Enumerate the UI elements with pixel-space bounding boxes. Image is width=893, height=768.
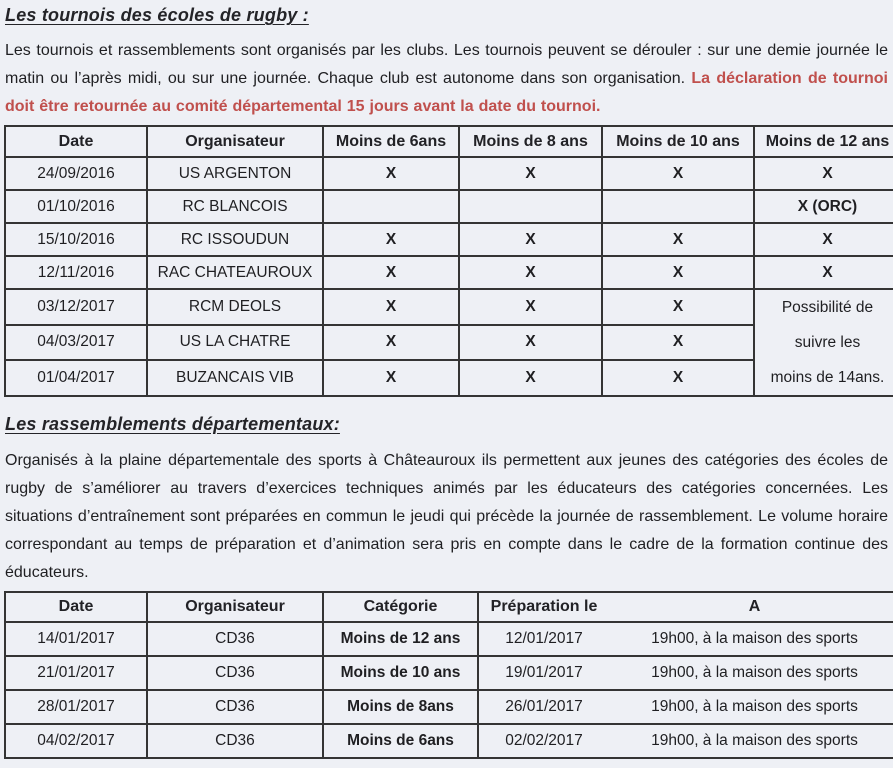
cell-preparation-date: 12/01/2017 [478,622,609,656]
note-line: moins de 14ans. [770,369,885,386]
note-line: Possibilité de [781,299,874,316]
cell-location: 19h00, à la maison des sports [609,724,893,758]
cell-mark-u12: X (ORC) [754,190,893,223]
cell-organizer: BUZANCAIS VIB [147,360,323,396]
cell-merged-note [754,289,893,396]
column-header-location: A [609,592,893,622]
cell-date: 12/11/2016 [5,256,147,289]
cell-category: Moins de 10 ans [323,656,478,690]
column-header-u6: Moins de 6ans [323,126,459,157]
column-header-u12: Moins de 12 ans [754,126,893,157]
cell-mark-u6: X [323,256,459,289]
cell-category: Moins de 6ans [323,724,478,758]
cell-mark-u6: X [323,289,459,325]
table-row [5,157,893,190]
cell-location: 19h00, à la maison des sports [609,690,893,724]
cell-date: 01/10/2016 [5,190,147,223]
cell-mark-u12: X [754,256,893,289]
table-row [5,289,893,325]
cell-category: Moins de 12 ans [323,622,478,656]
table-row [5,622,893,656]
cell-mark-u8: X [459,289,602,325]
note-line: suivre les [794,334,861,351]
column-header-date: Date [5,592,147,622]
cell-mark-u6: X [323,325,459,361]
cell-organizer: US LA CHATRE [147,325,323,361]
declaration-warning-text: La déclaration de tournoi doit être retournée au comité départemental 15 jours avant la date du tournoi. [5,70,888,115]
cell-date: 01/04/2017 [5,360,147,396]
cell-organizer: RC BLANCOIS [147,190,323,223]
section-heading-rassemblements: Les rassemblements départementaux: [5,414,340,434]
cell-mark-u12: X [754,223,893,256]
column-header-u10: Moins de 10 ans [602,126,754,157]
table-row [5,656,893,690]
cell-date: 24/09/2016 [5,157,147,190]
section-heading-tournois: Les tournois des écoles de rugby : [5,5,309,25]
rassemblements-table-body [5,622,893,758]
cell-organizer: RC ISSOUDUN [147,223,323,256]
table-row [5,190,893,223]
table-row [5,724,893,758]
cell-mark-u6: X [323,360,459,396]
cell-mark-u8: X [459,360,602,396]
tournaments-paragraph-text: Les tournois et rassemblements sont organisés par les clubs. Les tournois peuvent se dérouler : sur une demie journée le matin ou l’après midi, ou sur une journée. Chaque club est autonome dans son organisation. [5,42,888,87]
table-header-row [5,592,893,622]
cell-mark-u10: X [602,360,754,396]
table-header-row [5,126,893,157]
cell-mark-u6: X [323,223,459,256]
cell-location: 19h00, à la maison des sports [609,656,893,690]
cell-organizer: RAC CHATEAUROUX [147,256,323,289]
tournaments-table-header [5,126,893,157]
cell-date: 03/12/2017 [5,289,147,325]
cell-organizer: RCM DEOLS [147,289,323,325]
cell-mark-u10 [602,190,754,223]
column-header-organizer: Organisateur [147,592,323,622]
cell-mark-u8: X [459,256,602,289]
column-header-u8: Moins de 8 ans [459,126,602,157]
cell-mark-u10: X [602,289,754,325]
tournaments-paragraph [5,37,888,121]
rassemblements-table [4,591,893,759]
cell-preparation-date: 19/01/2017 [478,656,609,690]
cell-date: 28/01/2017 [5,690,147,724]
tournaments-table [4,125,893,397]
column-header-preparation: Préparation le [478,592,609,622]
cell-date: 14/01/2017 [5,622,147,656]
cell-date: 04/03/2017 [5,325,147,361]
column-header-organizer: Organisateur [147,126,323,157]
cell-organizer: US ARGENTON [147,157,323,190]
cell-mark-u8: X [459,223,602,256]
rassemblements-table-header [5,592,893,622]
cell-mark-u6: X [323,157,459,190]
cell-date: 21/01/2017 [5,656,147,690]
cell-mark-u10: X [602,256,754,289]
column-header-date: Date [5,126,147,157]
cell-organizer: CD36 [147,690,323,724]
table-row [5,690,893,724]
cell-mark-u6 [323,190,459,223]
table-row [5,256,893,289]
cell-category: Moins de 8ans [323,690,478,724]
cell-mark-u8: X [459,157,602,190]
cell-preparation-date: 26/01/2017 [478,690,609,724]
cell-organizer: CD36 [147,724,323,758]
cell-mark-u8 [459,190,602,223]
cell-organizer: CD36 [147,622,323,656]
cell-mark-u12: X [754,157,893,190]
column-header-category: Catégorie [323,592,478,622]
table-row [5,223,893,256]
cell-mark-u10: X [602,325,754,361]
cell-date: 15/10/2016 [5,223,147,256]
cell-mark-u10: X [602,157,754,190]
cell-preparation-date: 02/02/2017 [478,724,609,758]
tournaments-table-body [5,157,893,396]
cell-mark-u8: X [459,325,602,361]
cell-date: 04/02/2017 [5,724,147,758]
rassemblements-paragraph: Organisés à la plaine départementale des sports à Châteauroux ils permettent aux jeunes des catégories des écoles de rugby de s’améliorer au travers d’exercices techniques animés par les éducateurs des catégories concernées. Les situations d’entraînement sont préparées en commun le jeudi qui précède la journée de rassemblement. Le volume horaire correspondant au temps de préparation et d’animation sera pris en compte dans le cadre de la formation continue des éducateurs. [5,452,888,581]
cell-organizer: CD36 [147,656,323,690]
cell-mark-u10: X [602,223,754,256]
cell-location: 19h00, à la maison des sports [609,622,893,656]
